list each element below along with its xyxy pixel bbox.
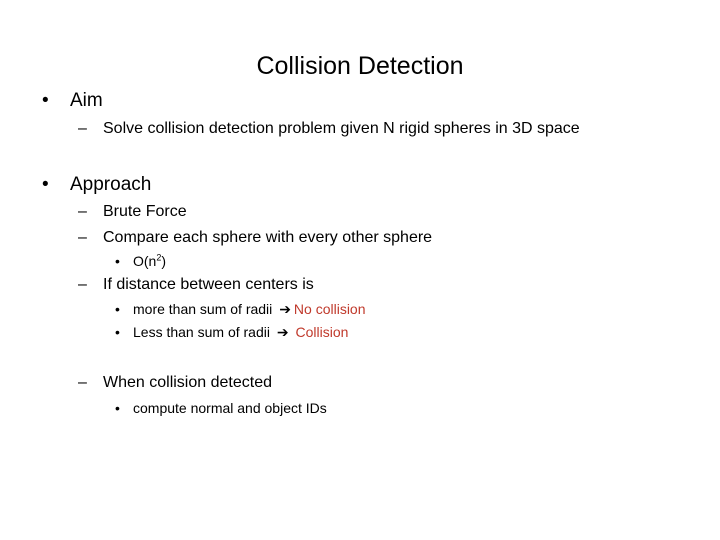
subbullet-aim <box>78 120 580 138</box>
arrow-right-icon: ➔ <box>276 324 289 340</box>
no-collision-text: No collision <box>293 301 366 317</box>
bullet-icon: • <box>42 174 49 195</box>
bullet-icon: • <box>115 400 120 416</box>
compute-text: compute normal and object IDs <box>133 400 327 416</box>
bullet-icon: • <box>115 253 120 269</box>
complexity-exponent: 2 <box>156 252 162 263</box>
dash-icon: – <box>78 120 87 137</box>
bullet-icon: • <box>115 324 120 340</box>
subbullet-aim-text: Solve collision detection problem given N rigid spheres in 3D space <box>103 120 580 137</box>
dash-icon: – <box>78 203 87 220</box>
more-than-text: more than sum of radii <box>133 301 273 317</box>
subsubbullet-compute <box>115 400 327 416</box>
dash-icon: – <box>78 374 87 391</box>
complexity-end: ) <box>161 253 167 269</box>
complexity-base: O(n <box>133 253 157 269</box>
subbullet-compare <box>78 229 433 247</box>
bullet-aim-label: Aim <box>70 90 103 111</box>
bullet-icon: • <box>115 301 120 317</box>
bullet-aim <box>42 90 103 112</box>
bullet-icon: • <box>42 90 49 111</box>
subbullet-when-detected-text: When collision detected <box>103 374 272 391</box>
arrow-right-icon: ➔ <box>279 301 291 317</box>
subbullet-when-detected <box>78 374 272 392</box>
collision-text: Collision <box>295 324 349 340</box>
subbullet-brute-force-text: Brute Force <box>103 203 187 220</box>
less-than-text: Less than sum of radii <box>133 324 270 340</box>
bullet-approach <box>42 174 152 196</box>
subsubbullet-more-than <box>115 301 366 318</box>
bullet-approach-label: Approach <box>70 174 152 195</box>
subbullet-brute-force <box>78 203 187 221</box>
slide-title <box>0 52 720 81</box>
subbullet-if-distance <box>78 276 314 294</box>
dash-icon: – <box>78 276 87 293</box>
subbullet-compare-text: Compare each sphere with every other sphere <box>103 229 433 246</box>
slide-title-text: Collision Detection <box>256 52 464 80</box>
subsubbullet-complexity <box>115 252 167 269</box>
subsubbullet-less-than <box>115 324 349 341</box>
dash-icon: – <box>78 229 87 246</box>
subbullet-if-distance-text: If distance between centers is <box>103 276 314 293</box>
